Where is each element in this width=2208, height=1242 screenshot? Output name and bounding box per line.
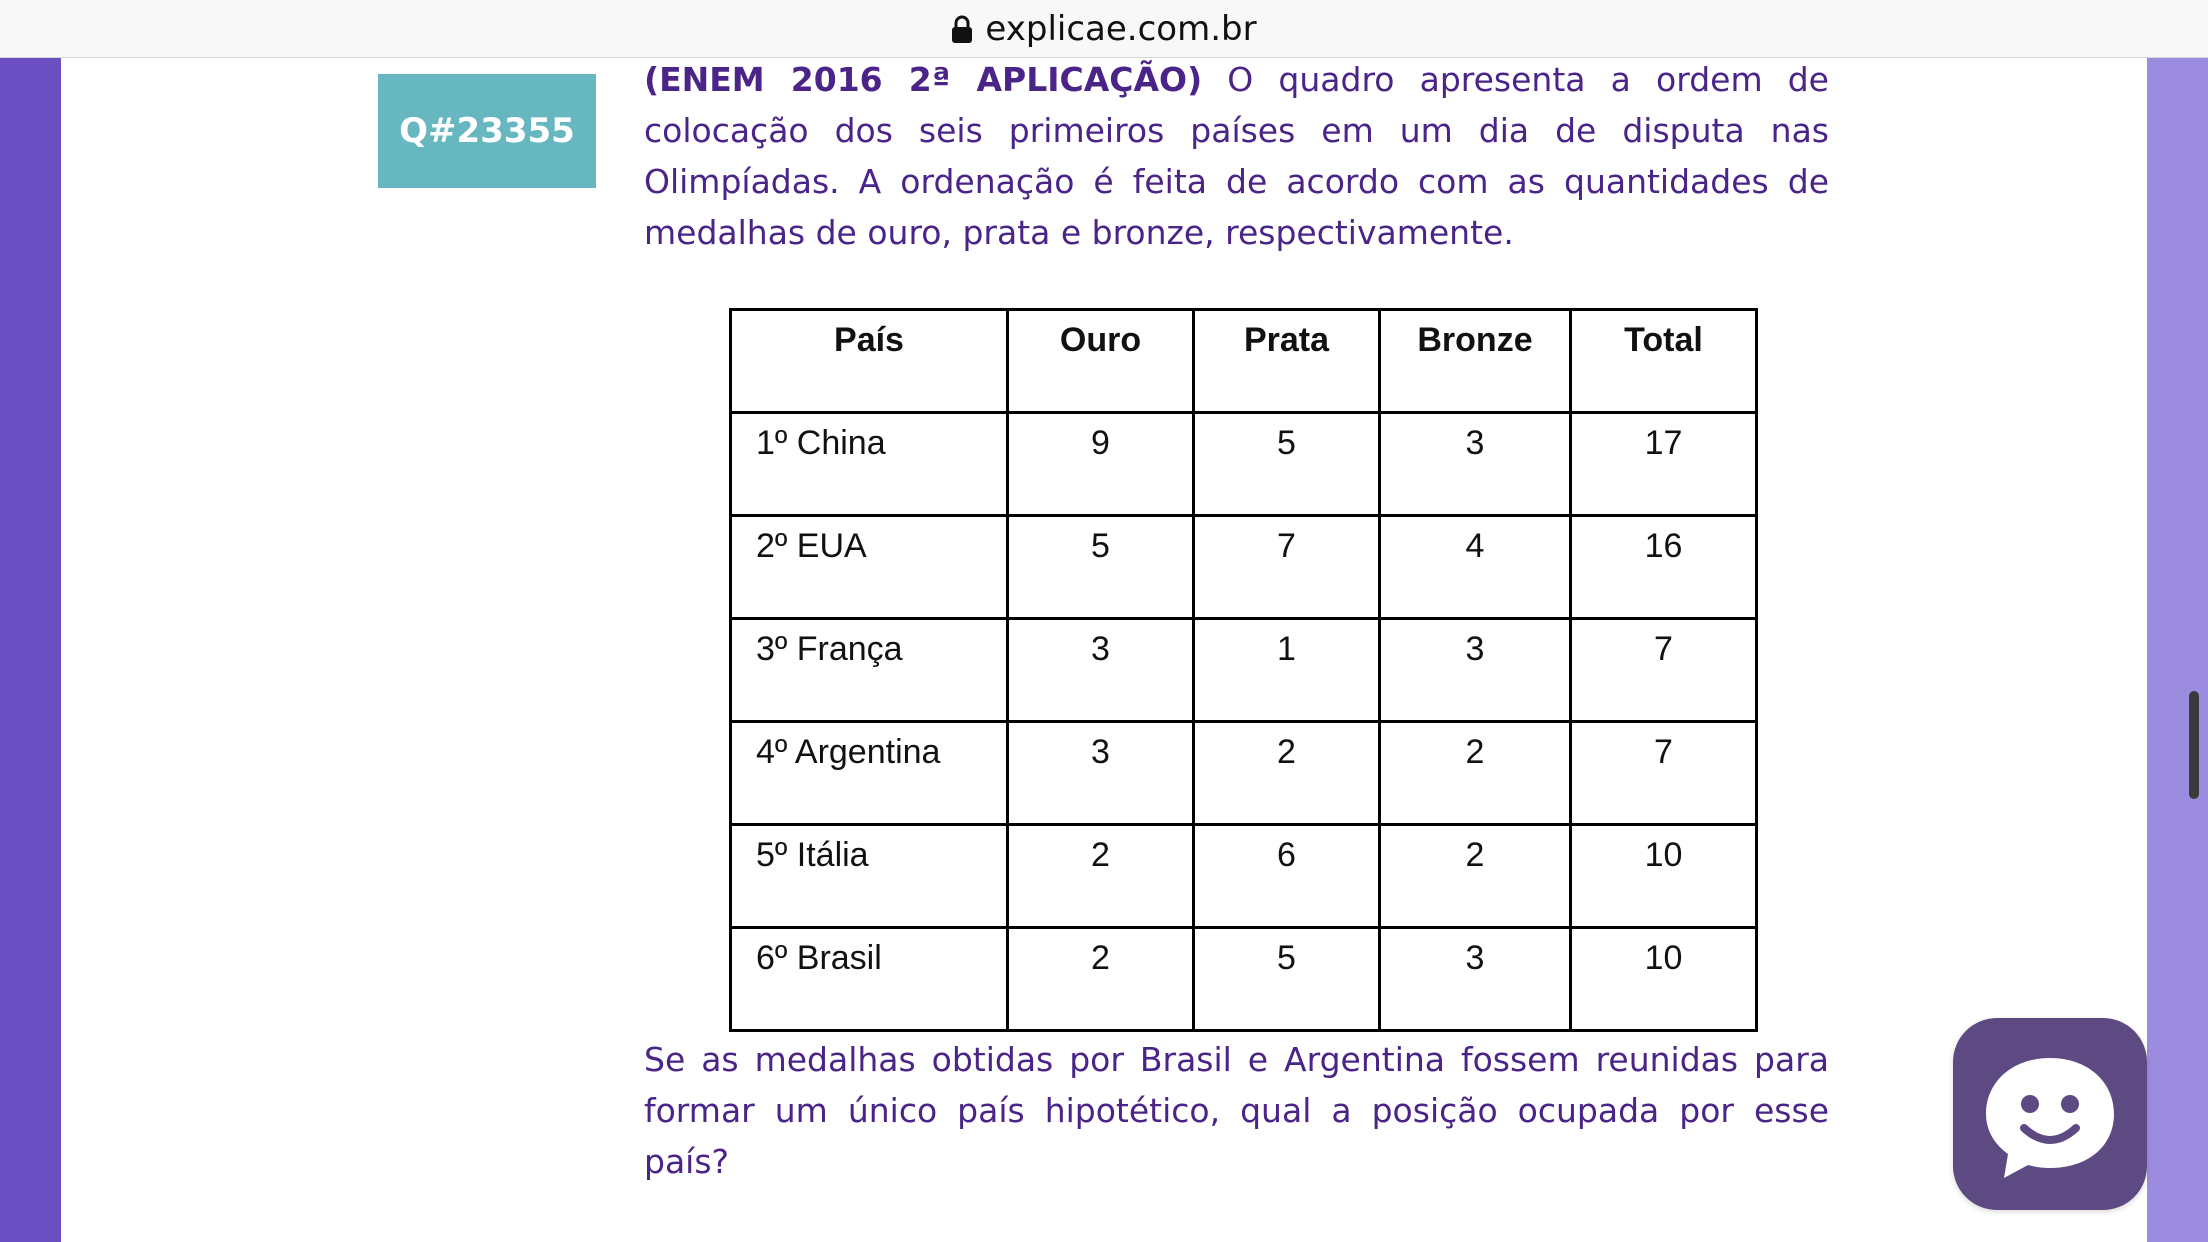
cell-prata: 2	[1194, 722, 1380, 825]
cell-pais: 1º China	[731, 413, 1008, 516]
column-header-prata: Prata	[1194, 310, 1380, 413]
browser-address-bar[interactable]	[0, 0, 2208, 58]
cell-bronze: 4	[1380, 516, 1571, 619]
cell-total: 17	[1571, 413, 1757, 516]
question-source: (ENEM 2016 2ª APLICAÇÃO)	[644, 60, 1203, 99]
cell-bronze: 3	[1380, 413, 1571, 516]
scrollbar-thumb[interactable]	[2189, 691, 2199, 799]
address-url: explicae.com.br	[985, 8, 1257, 49]
column-header-ouro: Ouro	[1008, 310, 1194, 413]
question-intro: O quadro apresenta a ordem de colocação dos seis primeiros países em um dia de disputa nas Olimpíadas. A ordenação é feita de acordo com as quantidades de medalhas de ouro, prata e bronze, respectivamente.	[644, 60, 1829, 252]
cell-prata: 1	[1194, 619, 1380, 722]
column-header-pais: País	[731, 310, 1008, 413]
cell-total: 7	[1571, 619, 1757, 722]
cell-pais: 5º Itália	[731, 825, 1008, 928]
cell-pais: 3º França	[731, 619, 1008, 722]
cell-prata: 7	[1194, 516, 1380, 619]
left-side-panel	[0, 58, 61, 1242]
column-header-total: Total	[1571, 310, 1757, 413]
cell-total: 10	[1571, 825, 1757, 928]
cell-bronze: 2	[1380, 825, 1571, 928]
cell-ouro: 3	[1008, 722, 1194, 825]
cell-total: 10	[1571, 928, 1757, 1031]
cell-pais: 6º Brasil	[731, 928, 1008, 1031]
cell-ouro: 9	[1008, 413, 1194, 516]
lock-icon	[951, 13, 973, 43]
cell-total: 7	[1571, 722, 1757, 825]
question-prompt: Se as medalhas obtidas por Brasil e Argentina fossem reunidas para formar um único país hipotético, qual a posição ocupada por esse país?	[644, 1040, 1829, 1181]
table-row	[731, 619, 1757, 722]
cell-prata: 5	[1194, 928, 1380, 1031]
medal-table	[729, 308, 1758, 1032]
cell-pais: 2º EUA	[731, 516, 1008, 619]
cell-bronze: 3	[1380, 928, 1571, 1031]
cell-ouro: 5	[1008, 516, 1194, 619]
cell-bronze: 2	[1380, 722, 1571, 825]
cell-ouro: 2	[1008, 928, 1194, 1031]
table-row	[731, 516, 1757, 619]
cell-ouro: 2	[1008, 825, 1194, 928]
cell-total: 16	[1571, 516, 1757, 619]
cell-bronze: 3	[1380, 619, 1571, 722]
cell-prata: 5	[1194, 413, 1380, 516]
cell-prata: 6	[1194, 825, 1380, 928]
question-id-badge: Q#23355	[378, 74, 596, 188]
cell-pais: 4º Argentina	[731, 722, 1008, 825]
table-row	[731, 413, 1757, 516]
table-row	[731, 722, 1757, 825]
chat-bubble-icon	[1980, 1044, 2120, 1184]
right-side-panel	[2147, 58, 2208, 1242]
table-row	[731, 928, 1757, 1031]
table-row	[731, 825, 1757, 928]
column-header-bronze: Bronze	[1380, 310, 1571, 413]
cell-ouro: 3	[1008, 619, 1194, 722]
question-statement	[644, 54, 1829, 258]
chat-button[interactable]	[1953, 1018, 2147, 1210]
table-header-row	[731, 310, 1757, 413]
